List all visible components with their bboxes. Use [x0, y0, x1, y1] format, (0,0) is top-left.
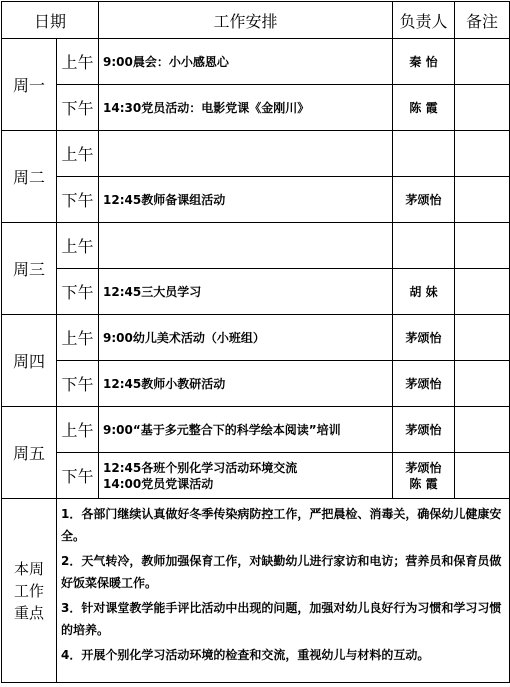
owner-line: 茅颂怡 [405, 460, 442, 475]
remark-cell [455, 453, 510, 499]
header-remark: 备注 [455, 2, 510, 39]
key-points-body [57, 499, 510, 683]
pm-label: 下午 [57, 269, 99, 315]
weekly-schedule-table [1, 1, 510, 683]
am-label: 上午 [57, 315, 99, 361]
remark-cell [455, 269, 510, 315]
task-cell [99, 131, 393, 177]
header-owner: 负责人 [393, 2, 455, 39]
task-cell [99, 223, 393, 269]
task-cell: 9:00“基于多元整合下的科学绘本阅读”培训 [99, 407, 393, 453]
pm-label: 下午 [57, 177, 99, 223]
remark-cell [455, 315, 510, 361]
task-cell: 12:45教师小教研活动 [99, 361, 393, 407]
pm-label: 下午 [57, 85, 99, 131]
task-cell [99, 453, 393, 499]
key-label-line: 工作 [13, 581, 44, 600]
owner-cell: 秦 怡 [393, 39, 455, 85]
am-label: 上午 [57, 407, 99, 453]
day-label: 周五 [2, 407, 57, 499]
owner-cell: 胡 妹 [393, 269, 455, 315]
table-row [2, 177, 510, 223]
day-label: 周二 [2, 131, 57, 223]
task-cell: 12:45三大员学习 [99, 269, 393, 315]
table-row [2, 85, 510, 131]
task-cell: 14:30党员活动：电影党课《金刚川》 [99, 85, 393, 131]
am-label: 上午 [57, 131, 99, 177]
key-point-item: 4．开展个别化学习活动环境的检查和交流，重视幼儿与材料的互动。 [61, 648, 430, 662]
task-cell: 12:45教师备课组活动 [99, 177, 393, 223]
pm-label: 下午 [57, 453, 99, 499]
am-label: 上午 [57, 223, 99, 269]
key-point-item: 3．针对课堂教学能手评比活动中出现的问题，加强对幼儿良好行为习惯和学习习惯的培养。 [61, 601, 502, 637]
am-label: 上午 [57, 39, 99, 85]
day-label: 周一 [2, 39, 57, 131]
key-point-item: 2．天气转冷，教师加强保育工作，对缺勤幼儿进行家访和电访；营养员和保育员做好饭菜保暖工作。 [61, 554, 502, 590]
remark-cell [455, 223, 510, 269]
pm-label: 下午 [57, 361, 99, 407]
owner-cell: 茅颂怡 [393, 315, 455, 361]
header-work: 工作安排 [99, 2, 393, 39]
header-date: 日期 [2, 2, 99, 39]
task-cell: 9:00晨会：小小感恩心 [99, 39, 393, 85]
remark-cell [455, 177, 510, 223]
owner-cell [393, 131, 455, 177]
key-point-item: 1．各部门继续认真做好冬季传染病防控工作，严把晨检、消毒关，确保幼儿健康安全。 [61, 507, 502, 543]
table-row [2, 315, 510, 361]
task-cell: 9:00幼儿美术活动（小班组） [99, 315, 393, 361]
owner-cell [393, 453, 455, 499]
remark-cell [455, 407, 510, 453]
table-row [2, 407, 510, 453]
key-points-row [2, 499, 510, 683]
key-label-line: 重点 [13, 603, 44, 622]
day-label: 周四 [2, 315, 57, 407]
remark-cell [455, 39, 510, 85]
owner-cell [393, 223, 455, 269]
owner-cell: 茅颂怡 [393, 177, 455, 223]
header-row [2, 2, 510, 39]
owner-cell: 茅颂怡 [393, 361, 455, 407]
table-row [2, 39, 510, 85]
key-label-line: 本周 [13, 559, 44, 578]
table-row [2, 223, 510, 269]
owner-line: 陈 霞 [409, 476, 438, 491]
remark-cell [455, 131, 510, 177]
key-points-label [2, 499, 57, 683]
table-row [2, 361, 510, 407]
day-label: 周三 [2, 223, 57, 315]
table-row [2, 131, 510, 177]
remark-cell [455, 85, 510, 131]
table-row [2, 269, 510, 315]
owner-cell: 陈 霞 [393, 85, 455, 131]
remark-cell [455, 361, 510, 407]
task-line: 14:00党员党课活动 [103, 476, 214, 491]
owner-cell: 茅颂怡 [393, 407, 455, 453]
table-row [2, 453, 510, 499]
task-line: 12:45各班个别化学习活动环境交流 [103, 460, 298, 475]
